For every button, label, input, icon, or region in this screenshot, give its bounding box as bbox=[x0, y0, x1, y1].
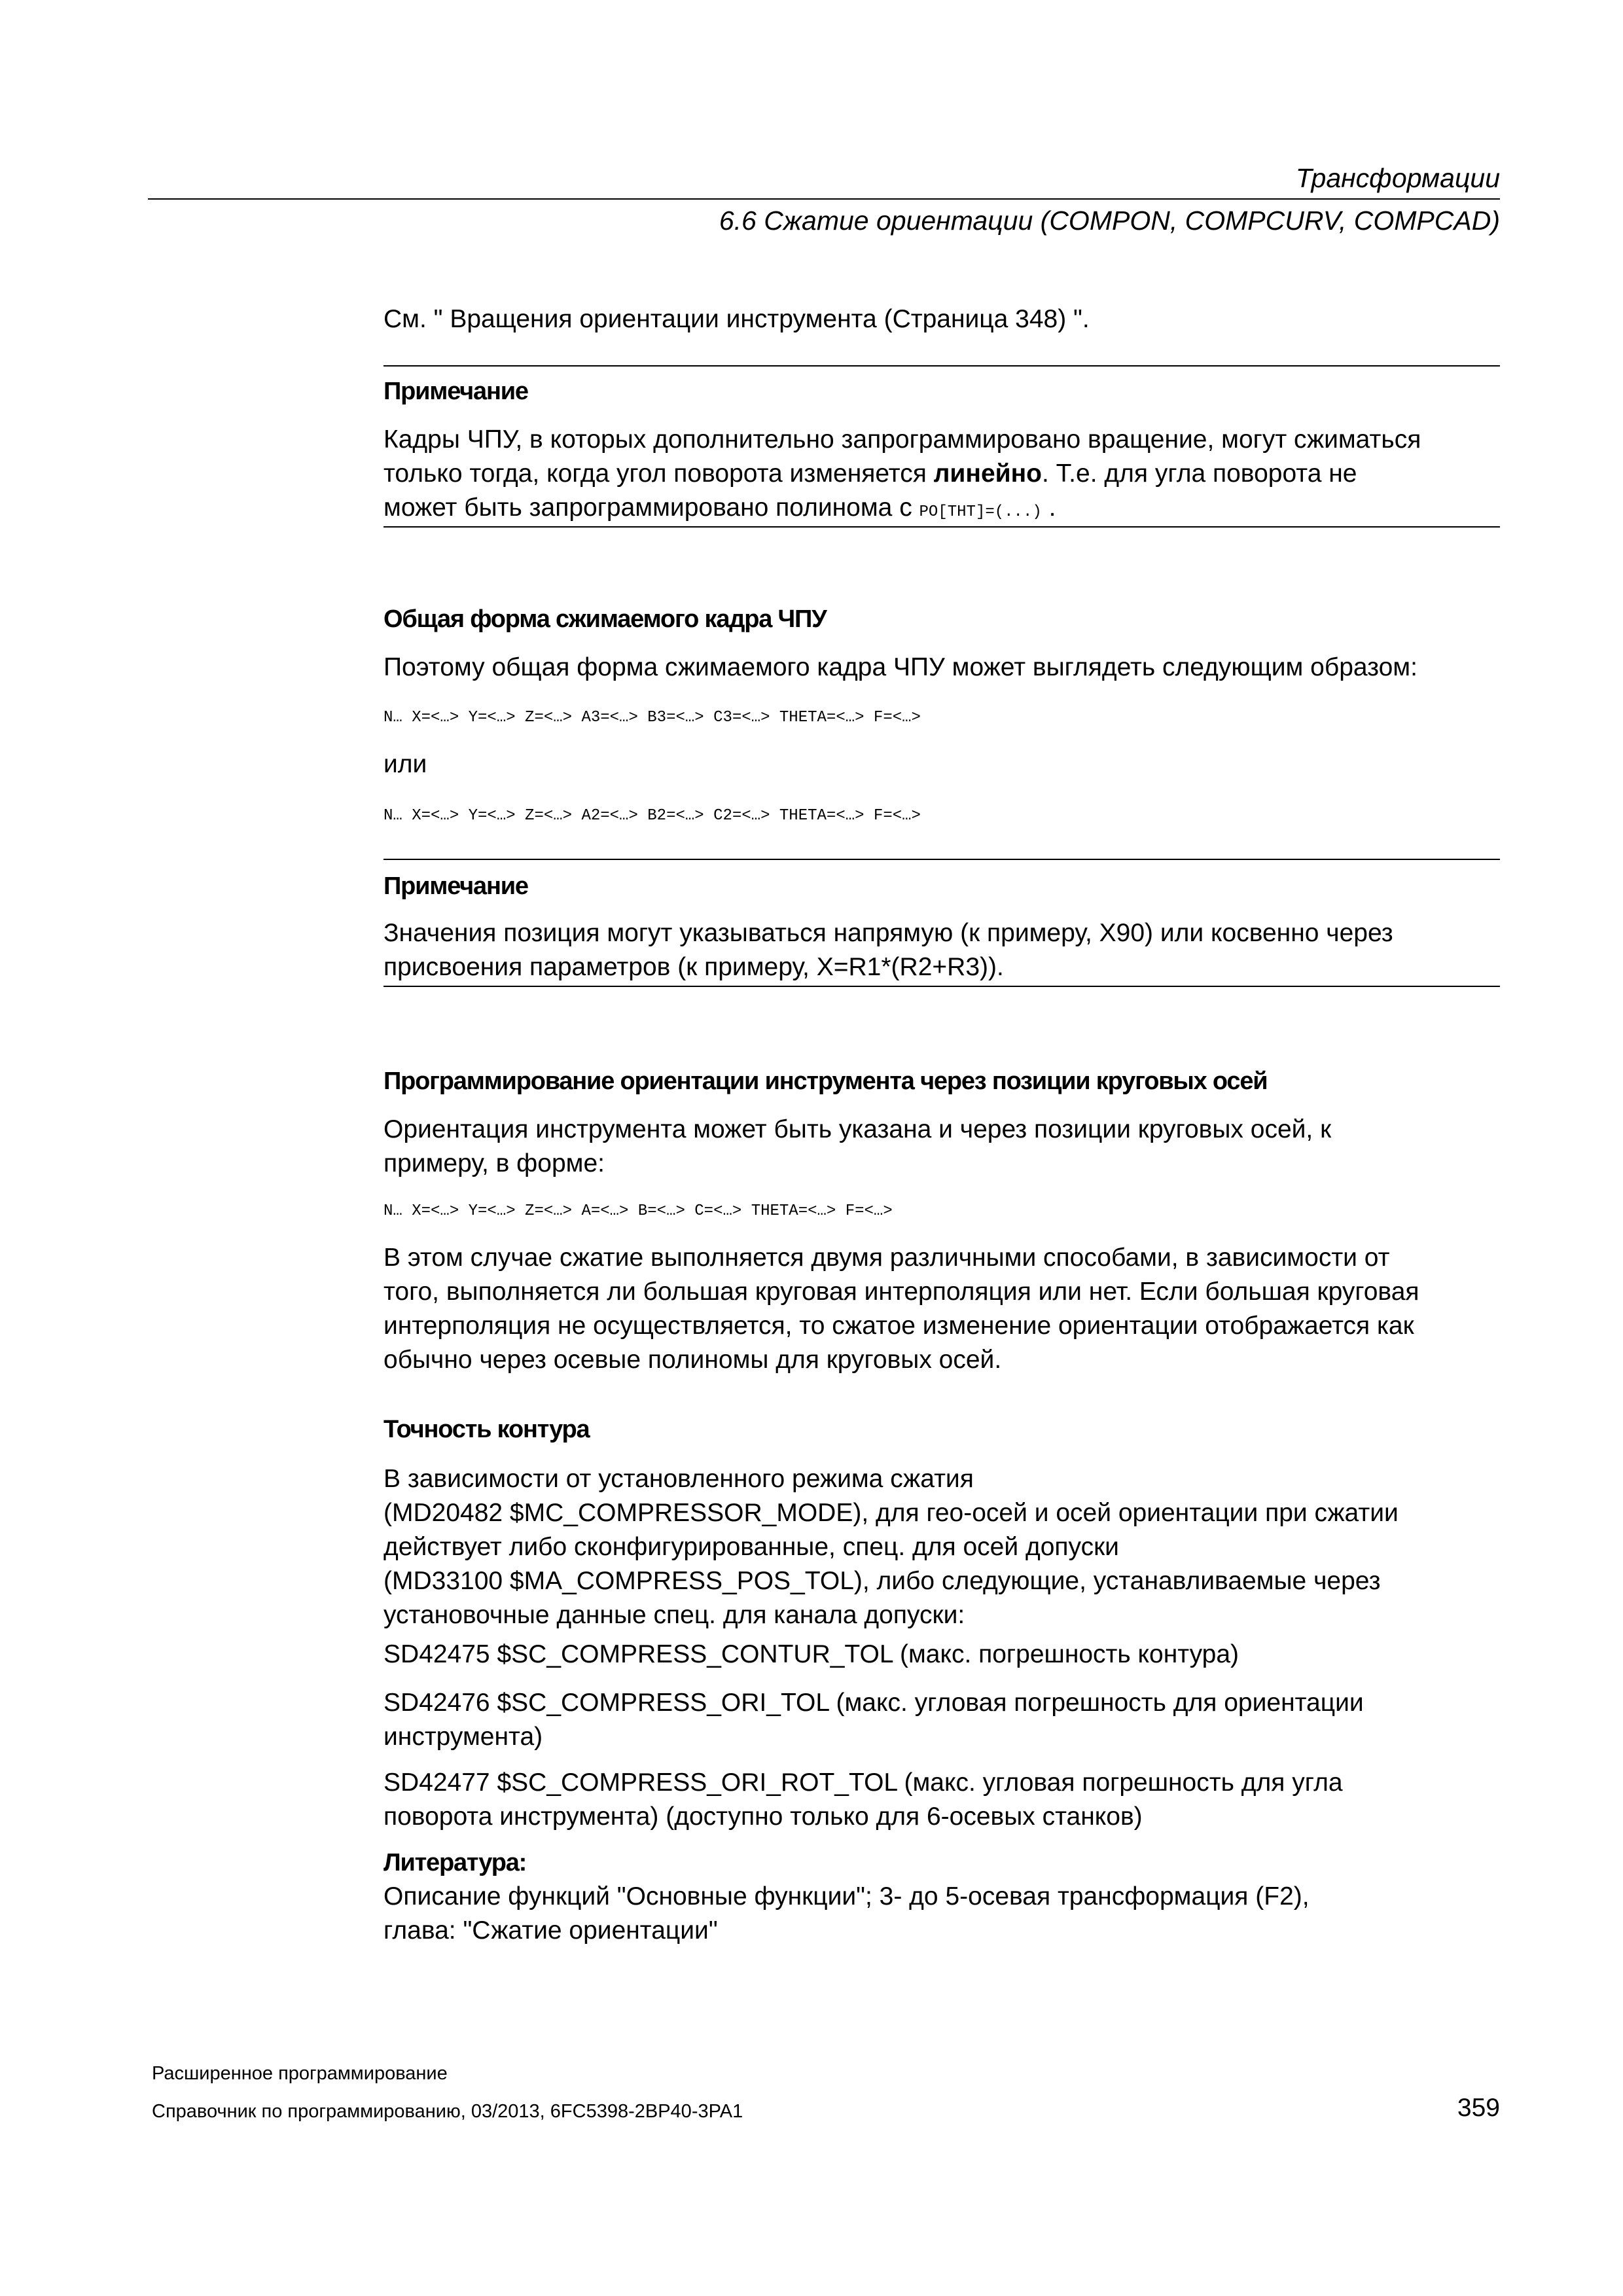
note2-text bbox=[383, 916, 1500, 984]
running-header-section: 6.6 Сжатие ориентации (COMPON, COMPCURV, COMPCAD) bbox=[719, 206, 1500, 236]
section3-paragraph bbox=[383, 1462, 1500, 1632]
code-line-1: N… X=<…> Y=<…> Z=<…> A3=<…> B3=<…> C3=<…> THETA=<…> F=<…> bbox=[383, 709, 921, 726]
footer-title: Расширенное программирование bbox=[152, 2063, 448, 2084]
literature-line: глава: "Сжатие ориентации" bbox=[383, 1916, 718, 1945]
see-reference: См. " Вращения ориентации инструмента (Страница 348) ". bbox=[383, 305, 1090, 333]
literature-line: Описание функций "Основные функции"; 3- до 5-осевая трансформация (F2), bbox=[383, 1882, 1310, 1910]
section-heading-rotary-axes: Программирование ориентации инструмента через позиции круговых осей bbox=[383, 1067, 1268, 1095]
note1-line bbox=[383, 491, 1500, 525]
paragraph-line: В зависимости от установленного режима сжатия bbox=[383, 1465, 974, 1493]
note2-title: Примечание bbox=[383, 872, 528, 900]
note2-bottom-rule bbox=[383, 986, 1500, 987]
paragraph-line: того, выполняется ли большая круговая интерполяция или нет. Если большая круговая bbox=[383, 1278, 1419, 1306]
code-line-3: N… X=<…> Y=<…> Z=<…> A=<…> B=<…> C=<…> THETA=<…> F=<…> bbox=[383, 1202, 893, 1220]
paragraph-line: В этом случае сжатие выполняется двумя различными способами, в зависимости от bbox=[383, 1244, 1390, 1272]
paragraph-line: установочные данные спец. для канала допуски: bbox=[383, 1601, 965, 1629]
paragraph-line: интерполяция не осуществляется, то сжатое изменение ориентации отображается как bbox=[383, 1312, 1414, 1340]
note1-text-run: . bbox=[1048, 493, 1056, 522]
note1-line bbox=[383, 457, 1500, 491]
setting-data-line: инструмента) bbox=[383, 1723, 543, 1751]
note1-top-rule bbox=[383, 365, 1500, 367]
code-line-2: N… X=<…> Y=<…> Z=<…> A2=<…> B2=<…> C2=<…> THETA=<…> F=<…> bbox=[383, 807, 921, 825]
note2-top-rule bbox=[383, 859, 1500, 860]
note1-title: Примечание bbox=[383, 378, 528, 405]
paragraph-line: действует либо сконфигурированные, спец. для осей допуски bbox=[383, 1533, 1119, 1561]
setting-data-line: SD42476 $SC_COMPRESS_ORI_TOL (макс. угловая погрешность для ориентации bbox=[383, 1689, 1364, 1717]
literature-text bbox=[383, 1880, 1500, 1948]
footer-reference: Справочник по программированию, 03/2013, 6FC5398-2BP40-3PA1 bbox=[152, 2101, 743, 2122]
note2-line: присвоения параметров (к примеру, X=R1*(R2+R3)). bbox=[383, 953, 1004, 981]
note1-text-run: . Т.е. для угла поворота не bbox=[1042, 459, 1357, 488]
setting-data-ori-rot-tol bbox=[383, 1766, 1500, 1834]
note1-text bbox=[383, 423, 1500, 525]
note1-text-run: может быть запрограммировано полинома с bbox=[383, 493, 919, 522]
inline-code: PO[THT]=(...) bbox=[919, 503, 1042, 521]
paragraph-line: (MD33100 $MA_COMPRESS_POS_TOL), либо следующие, устанавливаемые через bbox=[383, 1567, 1381, 1595]
running-header-chapter: Трансформации bbox=[1295, 163, 1500, 193]
section2-intro bbox=[383, 1113, 1500, 1181]
literature-heading: Литература: bbox=[383, 1849, 527, 1876]
note1-text-run: только тогда, когда угол поворота изменяется bbox=[383, 459, 934, 488]
setting-data-contour-tol: SD42475 $SC_COMPRESS_CONTUR_TOL (макс. погрешность контура) bbox=[383, 1640, 1240, 1668]
section-heading-general-form: Общая форма сжимаемого кадра ЧПУ bbox=[383, 605, 827, 633]
section1-intro: Поэтому общая форма сжимаемого кадра ЧПУ может выглядеть следующим образом: bbox=[383, 653, 1418, 681]
section2-paragraph bbox=[383, 1241, 1500, 1377]
note2-line: Значения позиция могут указываться напрямую (к примеру, X90) или косвенно через bbox=[383, 919, 1393, 947]
setting-data-line: поворота инструмента) (доступно только для 6-осевых станков) bbox=[383, 1803, 1143, 1831]
paragraph-line: обычно через осевые полиномы для круговых осей. bbox=[383, 1346, 1002, 1374]
section2-intro-line: примеру, в форме: bbox=[383, 1149, 605, 1177]
note1-line: Кадры ЧПУ, в которых дополнительно запрограммировано вращение, могут сжиматься bbox=[383, 425, 1421, 454]
page-number: 359 bbox=[1457, 2094, 1500, 2122]
section2-intro-line: Ориентация инструмента может быть указана и через позиции круговых осей, к bbox=[383, 1115, 1332, 1143]
setting-data-ori-tol bbox=[383, 1686, 1500, 1754]
header-rule bbox=[148, 198, 1500, 200]
section-heading-contour-accuracy: Точность контура bbox=[383, 1416, 590, 1443]
note1-bottom-rule bbox=[383, 526, 1500, 528]
or-text: или bbox=[383, 750, 427, 778]
note1-emphasis: линейно bbox=[933, 459, 1043, 488]
setting-data-line: SD42477 $SC_COMPRESS_ORI_ROT_TOL (макс. угловая погрешность для угла bbox=[383, 1768, 1343, 1797]
paragraph-line: (MD20482 $MC_COMPRESSOR_MODE), для гео-осей и осей ориентации при сжатии bbox=[383, 1499, 1399, 1527]
